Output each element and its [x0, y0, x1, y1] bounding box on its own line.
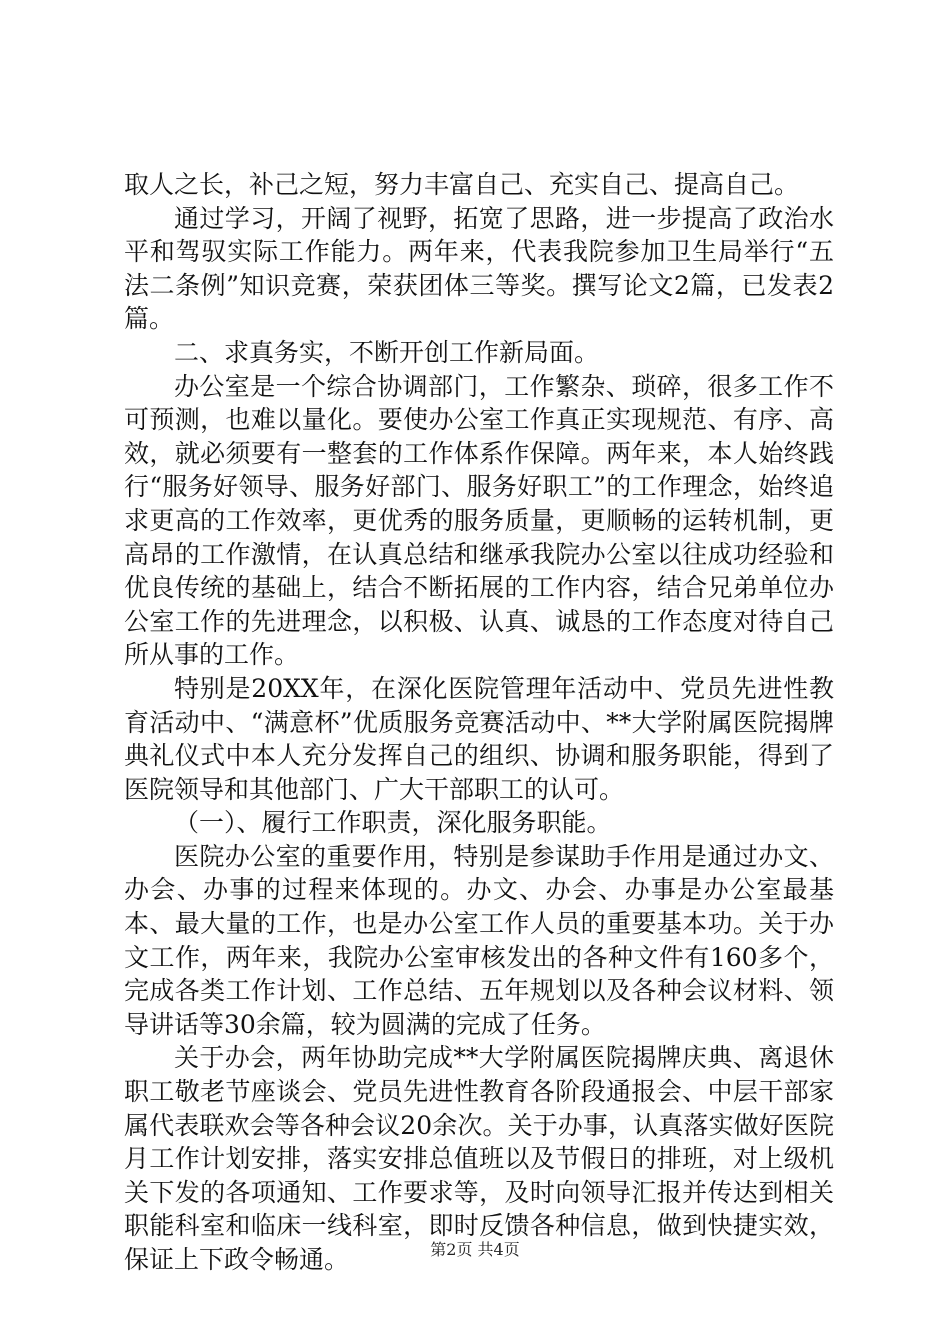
paragraph-special-year: 特别是20XX年，在深化医院管理年活动中、党员先进性教育活动中、“满意杯”优质服务竞赛活动中、**大学附属医院揭牌典礼仪式中本人充分发挥自己的组织、协调和服务职能，得到了医院领导和其他部门、广大干部职工的认可。	[124, 673, 834, 804]
paragraph-continuation: 取人之长，补己之短，努力丰富自己、充实自己、提高自己。	[124, 170, 800, 199]
subsection-heading-one: （一）、履行工作职责，深化服务职能。	[174, 808, 612, 838]
paragraph-document-work: 医院办公室的重要作用，特别是参谋助手作用是通过办文、办会、办事的过程来体现的。办文、办会、办事是办公室最基本、最大量的工作，也是办公室工作人员的重要基本功。关于办文工作，两年来，我院办公室审核发出的各种文件有160多个，完成各类工作计划、工作总结、五年规划以及各种会议材料、领导讲话等30余篇，较为圆满的完成了任务。	[124, 841, 834, 1039]
section-heading-two: 二、求真务实，不断开创工作新局面。	[174, 337, 600, 367]
paragraph-study-results: 通过学习，开阔了视野，拓宽了思路，进一步提高了政治水平和驾驭实际工作能力。两年来，代表我院参加卫生局举行“五法二条例”知识竞赛，荣获团体三等奖。撰写论文2篇，已发表2篇。	[124, 203, 834, 334]
paragraph-meetings-affairs: 关于办会，两年协助完成**大学附属医院揭牌庆典、离退休职工敬老节座谈会、党员先进性教育各阶段通报会、中层干部家属代表联欢会等各种会议20余次。关于办事，认真落实做好医院月工作计划安排，落实安排总值班以及节假日的排班，对上级机关下发的各项通知、工作要求等，及时向领导汇报并传达到相关职能科室和临床一线科室，即时反馈各种信息，做到快捷实效，保证上下政令畅通。	[124, 1043, 834, 1274]
document-body	[124, 168, 834, 1277]
paragraph-office-role: 办公室是一个综合协调部门，工作繁杂、琐碎，很多工作不可预测，也难以量化。要使办公室工作真正实现规范、有序、高效，就必须要有一整套的工作体系作保障。两年来，本人始终践行“服务好领导、服务好部门、服务好职工”的工作理念，始终追求更高的工作效率，更优秀的服务质量，更顺畅的运转机制，更高昂的工作激情，在认真总结和继承我院办公室以往成功经验和优良传统的基础上，结合不断拓展的工作内容，结合兄弟单位办公室工作的先进理念，以积极、认真、诚恳的工作态度对待自己所从事的工作。	[124, 371, 834, 670]
page-footer: 第2页 共4页	[430, 1240, 520, 1259]
